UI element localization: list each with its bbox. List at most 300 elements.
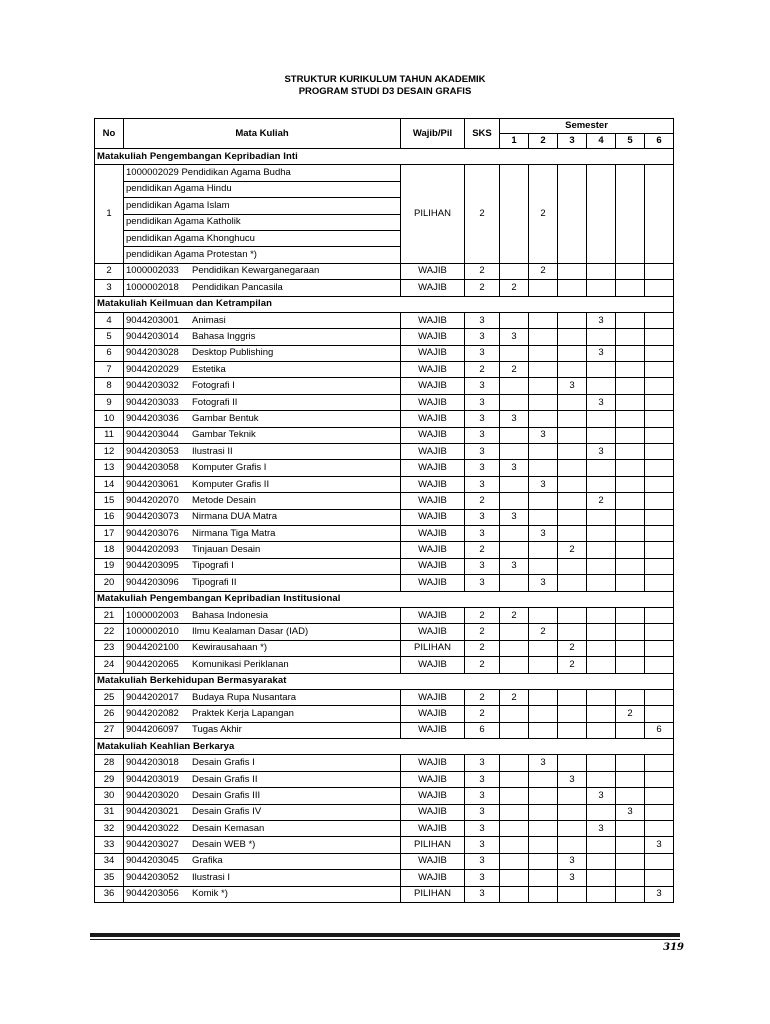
course-name: Desain Grafis II [192, 773, 258, 785]
sem-6-cell [645, 575, 674, 591]
course-type: WAJIB [401, 460, 465, 476]
course-name: Estetika [192, 363, 226, 375]
row-no: 20 [95, 575, 124, 591]
table-row [95, 886, 674, 902]
course-type: WAJIB [401, 722, 465, 738]
sem-6-cell [645, 689, 674, 705]
sem-2-cell [529, 640, 558, 656]
section-row [95, 673, 674, 689]
course-sks: 3 [465, 575, 500, 591]
sem-6-cell [645, 821, 674, 837]
sem-3-cell [558, 689, 587, 705]
sem-4-cell [587, 280, 616, 296]
section-title: Matakuliah Pengembangan Kepribadian Institusional [95, 591, 674, 607]
sem-6-cell [645, 444, 674, 460]
course-sks: 2 [465, 624, 500, 640]
course-cell [124, 476, 401, 492]
sem-1-cell [500, 575, 529, 591]
course-type: WAJIB [401, 444, 465, 460]
sem-2-cell [529, 657, 558, 673]
sem-1-cell [500, 804, 529, 820]
table-row [95, 558, 674, 574]
course-sks: 3 [465, 804, 500, 820]
row-no: 5 [95, 329, 124, 345]
sem-1-cell: 3 [500, 558, 529, 574]
course-code: 9044203027 [126, 839, 179, 851]
row-no: 26 [95, 706, 124, 722]
course-sks: 3 [465, 755, 500, 771]
sem-3-cell [558, 722, 587, 738]
sem-2-cell [529, 837, 558, 853]
course-cell [124, 788, 401, 804]
curriculum-table [94, 118, 674, 903]
sem-3-cell: 3 [558, 771, 587, 787]
course-sks: 3 [465, 788, 500, 804]
row-no: 2 [95, 263, 124, 279]
course-cell [124, 312, 401, 328]
sem-4-cell [587, 607, 616, 623]
sem-6-cell [645, 362, 674, 378]
sem-2-cell [529, 280, 558, 296]
course-code: 9044202082 [126, 707, 179, 719]
sem-4-cell [587, 542, 616, 558]
course-code: 9044203022 [126, 822, 179, 834]
sem-5-cell [616, 427, 645, 443]
course-cell [124, 706, 401, 722]
course-name: Nirmana Tiga Matra [192, 527, 276, 539]
course-cell [124, 263, 401, 279]
sem-6-cell [645, 411, 674, 427]
sem-2-cell [529, 460, 558, 476]
course-code: 9044203056 [126, 888, 179, 900]
row-no: 1 [95, 165, 124, 263]
sem-4-cell: 3 [587, 345, 616, 361]
sem-2-cell [529, 853, 558, 869]
table-row [95, 525, 674, 541]
course-code: 9044203076 [126, 527, 179, 539]
sem-5-cell [616, 558, 645, 574]
sem-1-cell [500, 427, 529, 443]
sem-3-cell [558, 558, 587, 574]
sem-2-cell: 3 [529, 525, 558, 541]
row-no: 23 [95, 640, 124, 656]
course-type: WAJIB [401, 755, 465, 771]
sem-1-cell [500, 263, 529, 279]
row-no: 17 [95, 525, 124, 541]
course-cell [124, 542, 401, 558]
course-type: WAJIB [401, 788, 465, 804]
sem-5-cell [616, 722, 645, 738]
sem-4-cell: 3 [587, 821, 616, 837]
sem-4-cell [587, 689, 616, 705]
sem-4-cell [587, 329, 616, 345]
sem-3-cell [558, 263, 587, 279]
sem-3-cell [558, 165, 587, 263]
sem-4-cell [587, 886, 616, 902]
sem-5-cell [616, 509, 645, 525]
agama-option: pendidikan Agama Islam [124, 198, 401, 214]
sem-4-cell: 3 [587, 394, 616, 410]
course-cell [124, 722, 401, 738]
course-cell [124, 821, 401, 837]
sem-5-cell [616, 378, 645, 394]
header-sem-3: 3 [558, 134, 587, 149]
course-sks: 3 [465, 821, 500, 837]
course-code: 9044203061 [126, 478, 179, 490]
sem-6-cell [645, 657, 674, 673]
course-name: Fotografi I [192, 380, 235, 392]
sem-5-cell: 3 [616, 804, 645, 820]
sem-1-cell [500, 345, 529, 361]
sem-5-cell [616, 870, 645, 886]
sem-2-cell [529, 706, 558, 722]
course-type: WAJIB [401, 411, 465, 427]
course-name: Ilustrasi I [192, 871, 231, 883]
course-name: Kewirausahaan *) [192, 642, 267, 654]
sem-4-cell [587, 525, 616, 541]
sem-4-cell [587, 509, 616, 525]
course-code: 9044203096 [126, 576, 179, 588]
sem-5-cell [616, 476, 645, 492]
sem-2-cell [529, 312, 558, 328]
course-code: 9044202029 [126, 363, 179, 375]
course-type: WAJIB [401, 558, 465, 574]
sem-1-cell [500, 886, 529, 902]
sem-2-cell [529, 362, 558, 378]
course-cell [124, 378, 401, 394]
row-no: 8 [95, 378, 124, 394]
course-sks: 3 [465, 525, 500, 541]
header-sem-1: 1 [500, 134, 529, 149]
table-row [95, 689, 674, 705]
sem-1-cell [500, 706, 529, 722]
course-name: Metode Desain [192, 494, 256, 506]
sem-5-cell [616, 640, 645, 656]
section-row [95, 296, 674, 312]
row-no: 34 [95, 853, 124, 869]
table-row [95, 329, 674, 345]
sem-5-cell [616, 575, 645, 591]
course-type: WAJIB [401, 607, 465, 623]
sem-4-cell [587, 837, 616, 853]
sem-3-cell [558, 329, 587, 345]
sem-3-cell [558, 444, 587, 460]
sem-4-cell [587, 771, 616, 787]
sem-3-cell: 3 [558, 870, 587, 886]
sem-3-cell: 2 [558, 640, 587, 656]
sem-3-cell [558, 345, 587, 361]
sem-3-cell [558, 706, 587, 722]
sem-3-cell [558, 509, 587, 525]
sem-6-cell [645, 804, 674, 820]
row-no: 31 [95, 804, 124, 820]
agama-option: 1000002029 Pendidikan Agama Budha [124, 165, 401, 181]
row-no: 22 [95, 624, 124, 640]
course-name: Gambar Teknik [192, 429, 256, 441]
table-row [95, 509, 674, 525]
agama-option: pendidikan Agama Khonghucu [124, 230, 401, 246]
sem-2-cell [529, 329, 558, 345]
sem-4-cell [587, 804, 616, 820]
course-code: 9044203021 [126, 806, 179, 818]
course-name: Animasi [192, 314, 226, 326]
sem-6-cell [645, 607, 674, 623]
course-cell [124, 329, 401, 345]
course-type: WAJIB [401, 771, 465, 787]
row-no: 29 [95, 771, 124, 787]
course-sks: 3 [465, 558, 500, 574]
course-type: WAJIB [401, 525, 465, 541]
course-name: Budaya Rupa Nusantara [192, 691, 297, 703]
course-type: WAJIB [401, 542, 465, 558]
course-type: WAJIB [401, 509, 465, 525]
course-type: WAJIB [401, 476, 465, 492]
table-row [95, 411, 674, 427]
course-name: Tinjauan Desain [192, 544, 261, 556]
document-title-line1: STRUKTUR KURIKULUM TAHUN AKADEMIK [284, 74, 486, 85]
sem-3-cell [558, 476, 587, 492]
course-type: PILIHAN [401, 837, 465, 853]
course-code: 9044203018 [126, 757, 179, 769]
footer-rule [90, 933, 680, 937]
sem-4-cell [587, 165, 616, 263]
course-type: WAJIB [401, 624, 465, 640]
sem-6-cell [645, 427, 674, 443]
course-type: PILIHAN [401, 640, 465, 656]
sem-2-cell: 3 [529, 575, 558, 591]
course-name: Bahasa Inggris [192, 330, 256, 342]
course-name: Tipografi II [192, 576, 237, 588]
course-name: Ilmu Kealaman Dasar (IAD) [192, 626, 309, 638]
sem-5-cell [616, 312, 645, 328]
sem-6-cell [645, 771, 674, 787]
agama-option: pendidikan Agama Hindu [124, 181, 401, 197]
table-row [95, 427, 674, 443]
course-type: WAJIB [401, 493, 465, 509]
course-sks: 3 [465, 509, 500, 525]
sem-3-cell [558, 821, 587, 837]
sem-1-cell: 2 [500, 280, 529, 296]
sem-4-cell: 2 [587, 493, 616, 509]
course-code: 9044203028 [126, 347, 179, 359]
course-type: WAJIB [401, 870, 465, 886]
course-cell [124, 640, 401, 656]
course-code: 1000002018 [126, 281, 179, 293]
course-sks: 3 [465, 444, 500, 460]
row-no: 33 [95, 837, 124, 853]
sem-2-cell [529, 771, 558, 787]
sem-4-cell [587, 755, 616, 771]
sem-1-cell [500, 755, 529, 771]
header-sem-4: 4 [587, 134, 616, 149]
sem-6-cell [645, 345, 674, 361]
sem-1-cell [500, 476, 529, 492]
course-type: WAJIB [401, 378, 465, 394]
course-sks: 3 [465, 312, 500, 328]
sem-5-cell [616, 329, 645, 345]
sem-1-cell: 3 [500, 329, 529, 345]
sem-1-cell [500, 542, 529, 558]
sem-5-cell [616, 821, 645, 837]
row-no: 13 [95, 460, 124, 476]
row-no: 11 [95, 427, 124, 443]
course-code: 9044203019 [126, 773, 179, 785]
sem-1-cell [500, 165, 529, 263]
sem-1-cell [500, 624, 529, 640]
row-no: 27 [95, 722, 124, 738]
sem-4-cell [587, 378, 616, 394]
header-wajib-pil: Wajib/Pil [401, 119, 465, 149]
course-sks: 2 [465, 607, 500, 623]
course-cell [124, 394, 401, 410]
sem-2-cell [529, 607, 558, 623]
course-code: 9044203020 [126, 789, 179, 801]
sem-2-cell [529, 411, 558, 427]
table-row [95, 657, 674, 673]
header-mata-kuliah: Mata Kuliah [124, 119, 401, 149]
course-type: WAJIB [401, 706, 465, 722]
sem-4-cell [587, 427, 616, 443]
sem-1-cell [500, 312, 529, 328]
row-no: 28 [95, 755, 124, 771]
course-type: WAJIB [401, 657, 465, 673]
table-row [95, 755, 674, 771]
course-cell [124, 427, 401, 443]
header-no: No [95, 119, 124, 149]
sem-2-cell: 3 [529, 755, 558, 771]
sem-5-cell [616, 362, 645, 378]
sem-4-cell [587, 476, 616, 492]
course-type: WAJIB [401, 280, 465, 296]
course-name: Bahasa Indonesia [192, 609, 269, 621]
course-name: Desain Kemasan [192, 822, 265, 834]
sem-2-cell [529, 788, 558, 804]
agama-row [95, 165, 674, 181]
agama-option: pendidikan Agama Katholik [124, 214, 401, 230]
sem-4-cell [587, 657, 616, 673]
sem-6-cell [645, 329, 674, 345]
table-row [95, 345, 674, 361]
sem-1-cell [500, 821, 529, 837]
table-row [95, 624, 674, 640]
course-sks: 3 [465, 345, 500, 361]
course-code: 9044202017 [126, 691, 179, 703]
header-sem-2: 2 [529, 134, 558, 149]
sem-3-cell [558, 312, 587, 328]
row-no: 18 [95, 542, 124, 558]
sem-5-cell [616, 657, 645, 673]
sem-2-cell [529, 378, 558, 394]
sem-6-cell [645, 870, 674, 886]
table-row [95, 821, 674, 837]
course-code: 9044202100 [126, 642, 179, 654]
sem-3-cell [558, 804, 587, 820]
sem-4-cell [587, 362, 616, 378]
sem-6-cell [645, 853, 674, 869]
course-name: Desain Grafis IV [192, 806, 262, 818]
course-cell [124, 771, 401, 787]
table-row [95, 575, 674, 591]
course-type: WAJIB [401, 394, 465, 410]
sem-3-cell [558, 427, 587, 443]
sem-3-cell: 2 [558, 542, 587, 558]
sem-5-cell [616, 493, 645, 509]
sem-4-cell [587, 853, 616, 869]
sem-2-cell [529, 689, 558, 705]
sem-1-cell [500, 853, 529, 869]
sem-4-cell [587, 411, 616, 427]
course-code: 9044203032 [126, 380, 179, 392]
course-cell [124, 411, 401, 427]
sem-1-cell: 3 [500, 460, 529, 476]
course-type: WAJIB [401, 312, 465, 328]
course-code: 1000002033 [126, 265, 179, 277]
row-no: 3 [95, 280, 124, 296]
course-cell [124, 493, 401, 509]
sem-6-cell [645, 525, 674, 541]
course-type: PILIHAN [401, 165, 465, 263]
course-type: WAJIB [401, 263, 465, 279]
sem-6-cell [645, 263, 674, 279]
course-cell [124, 280, 401, 296]
course-sks: 2 [465, 493, 500, 509]
row-no: 16 [95, 509, 124, 525]
sem-2-cell [529, 394, 558, 410]
course-code: 9044202093 [126, 544, 179, 556]
sem-4-cell [587, 575, 616, 591]
row-no: 9 [95, 394, 124, 410]
sem-4-cell [587, 870, 616, 886]
sem-2-cell [529, 345, 558, 361]
sem-5-cell [616, 853, 645, 869]
sem-2-cell: 2 [529, 624, 558, 640]
sem-5-cell [616, 263, 645, 279]
course-name: Desain Grafis III [192, 789, 261, 801]
sem-5-cell [616, 771, 645, 787]
course-name: Komik *) [192, 888, 228, 900]
sem-2-cell: 2 [529, 165, 558, 263]
course-code: 1000002010 [126, 626, 179, 638]
sem-2-cell: 2 [529, 263, 558, 279]
sem-3-cell [558, 411, 587, 427]
sem-4-cell: 3 [587, 444, 616, 460]
course-cell [124, 837, 401, 853]
section-title: Matakuliah Pengembangan Kepribadian Inti [95, 149, 674, 165]
course-code: 9044203001 [126, 314, 179, 326]
course-code: 9044203014 [126, 330, 179, 342]
sem-6-cell [645, 165, 674, 263]
course-cell [124, 870, 401, 886]
course-type: WAJIB [401, 689, 465, 705]
course-code: 9044203036 [126, 412, 179, 424]
section-row [95, 149, 674, 165]
table-row [95, 771, 674, 787]
course-code: 9044203045 [126, 855, 179, 867]
sem-6-cell [645, 493, 674, 509]
table-row [95, 280, 674, 296]
course-sks: 3 [465, 329, 500, 345]
course-type: WAJIB [401, 362, 465, 378]
sem-2-cell [529, 493, 558, 509]
sem-2-cell [529, 509, 558, 525]
sem-3-cell: 2 [558, 657, 587, 673]
row-no: 30 [95, 788, 124, 804]
footer-rule-thin [90, 939, 680, 940]
sem-5-cell [616, 394, 645, 410]
header-semester: Semester [500, 119, 674, 134]
course-code: 9044203044 [126, 429, 179, 441]
row-no: 36 [95, 886, 124, 902]
